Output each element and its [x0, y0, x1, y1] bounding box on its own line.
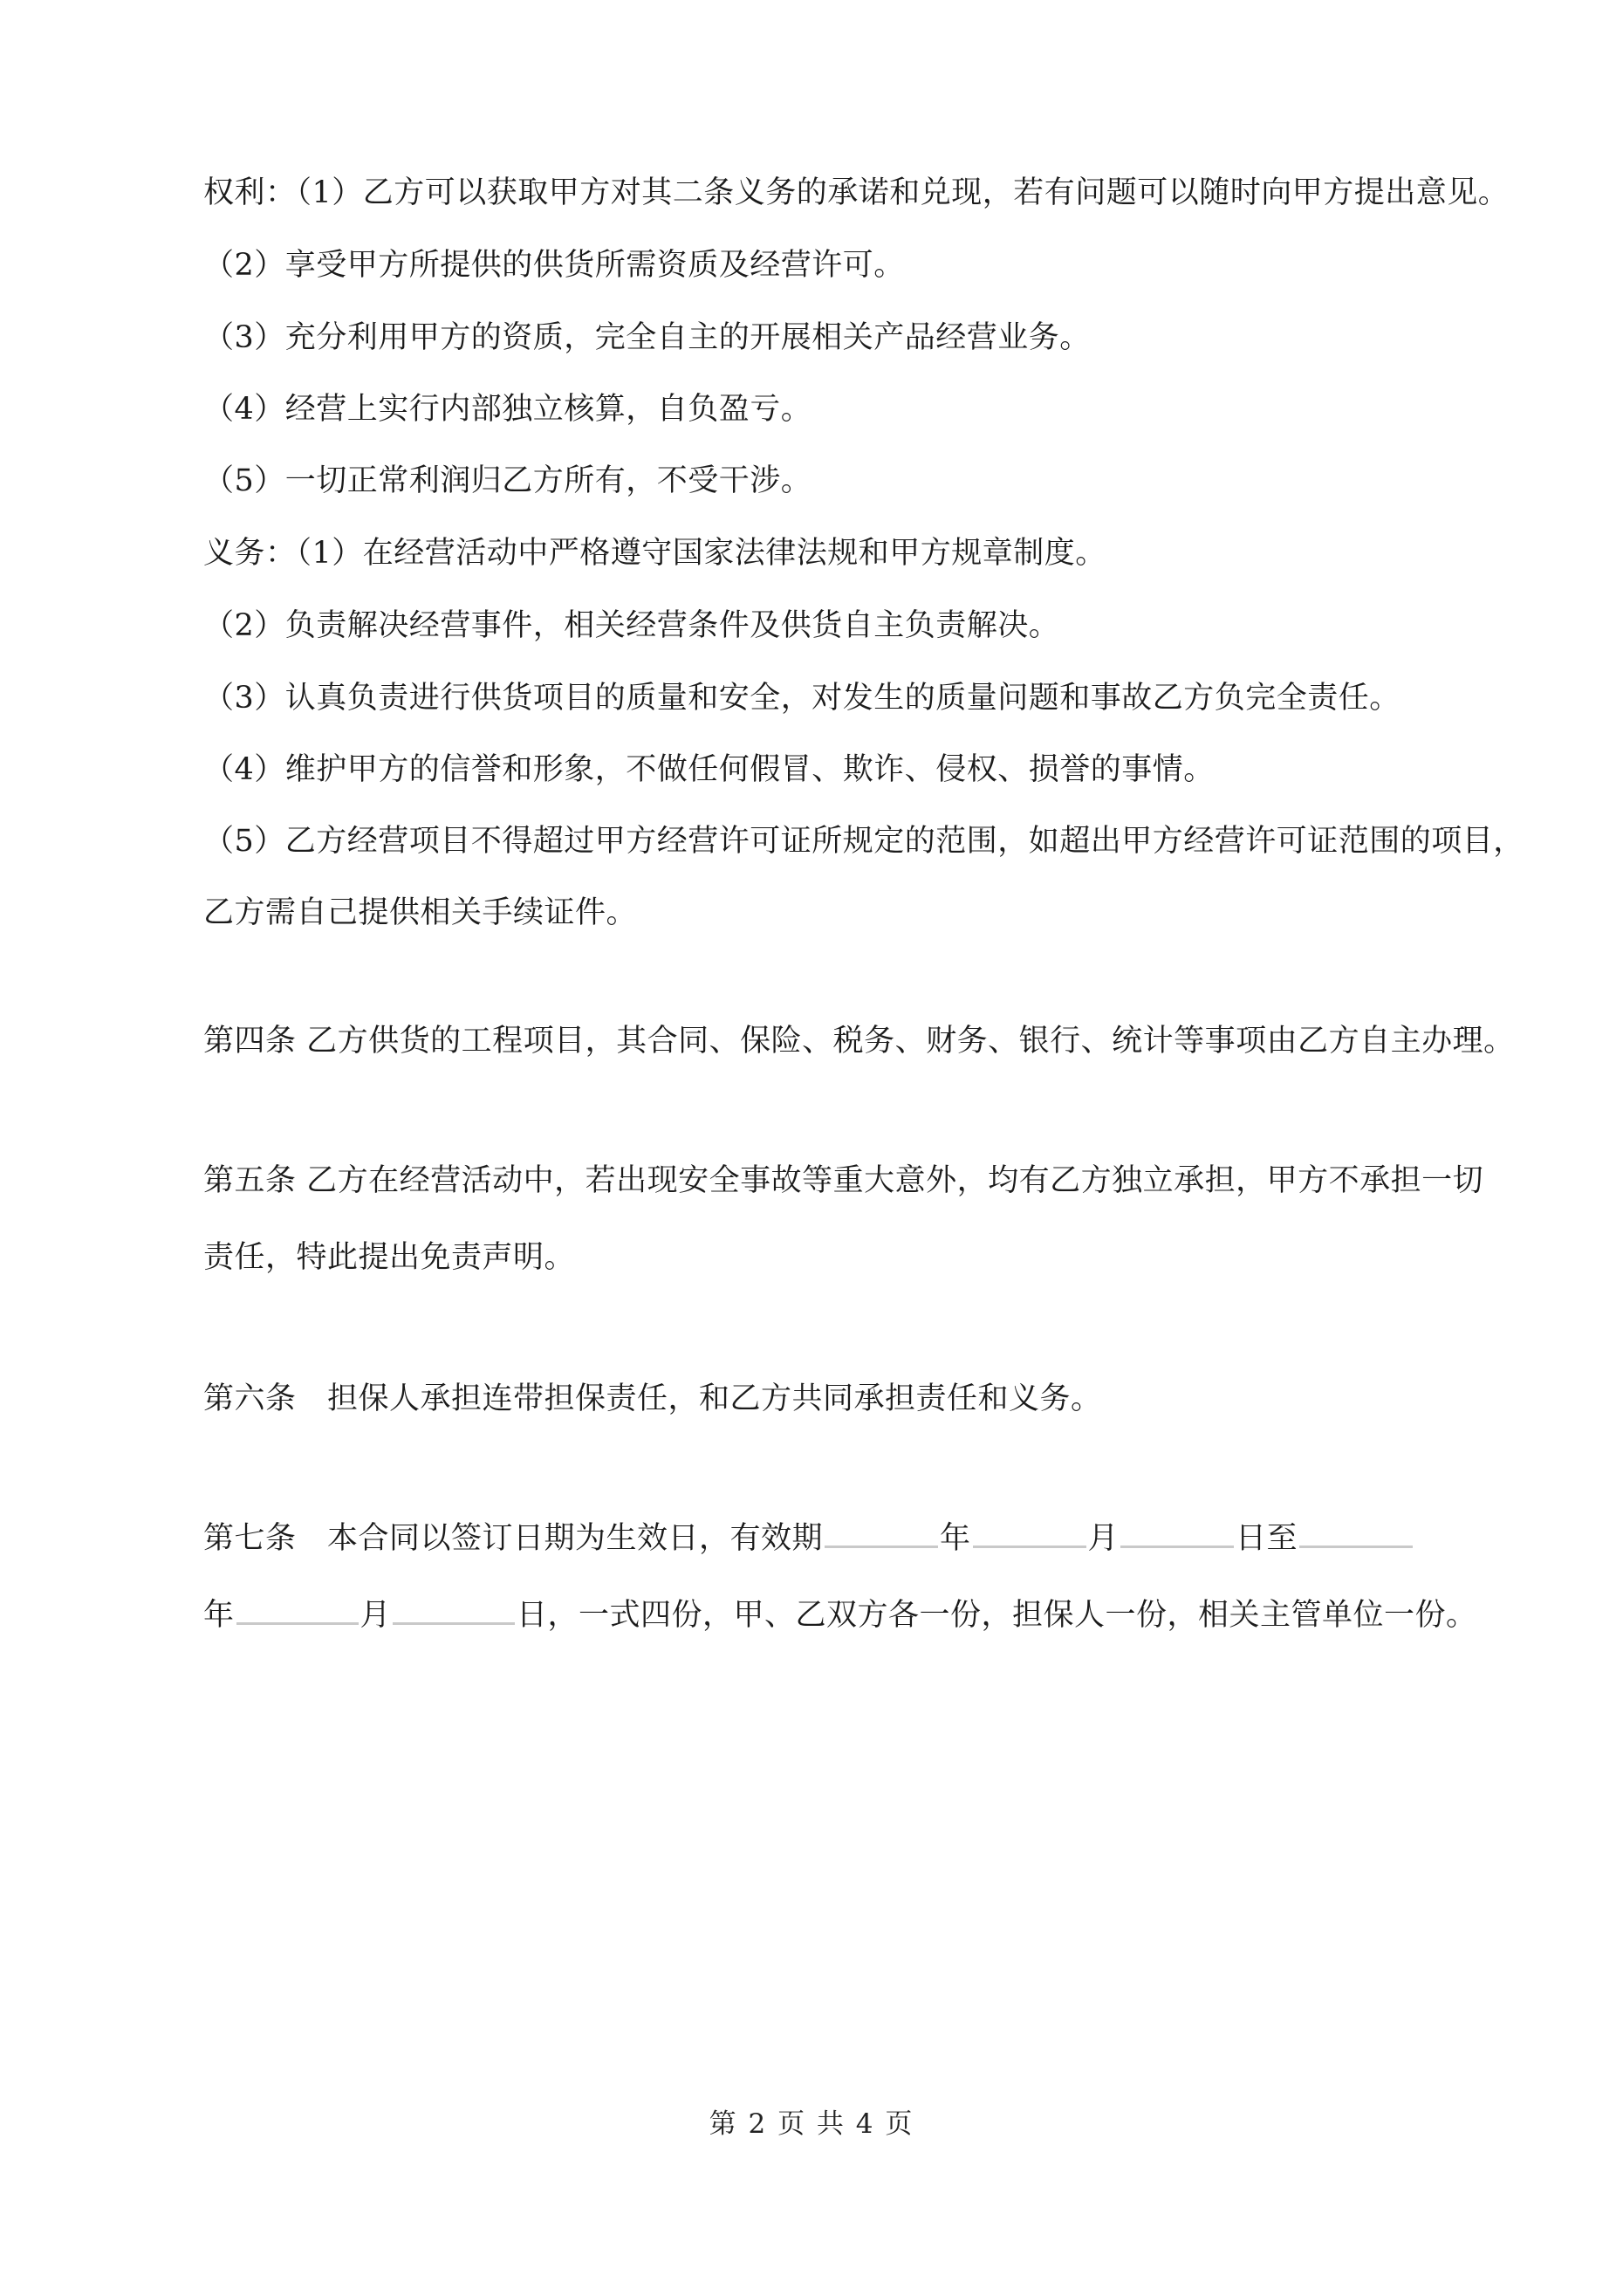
clause-7-line-1 — [203, 1512, 1442, 1559]
obligations-item-5: （5）乙方经营项目不得超过甲方经营许可证所规定的范围，如超出甲方经营许可证范围的项目， — [203, 824, 1524, 859]
obligations-item-4: （4）维护甲方的信誉和形象，不做任何假冒、欺诈、侵权、损誉的事情。 — [203, 752, 1215, 787]
page-number-footer: 第 2 页 共 4 页 — [709, 2108, 914, 2140]
rights-item-3: （3）充分利用甲方的资质，完全自主的开展相关产品经营业务。 — [203, 320, 1091, 355]
blank-field-end-day — [393, 1589, 515, 1625]
end-month-label: 月 — [360, 1598, 392, 1633]
blank-field-start-month — [973, 1512, 1086, 1548]
rights-item-5: （5）一切正常利润归乙方所有，不受干涉。 — [203, 463, 812, 498]
clause-5-line-1: 第五条 乙方在经营活动中，若出现安全事故等重大意外，均有乙方独立承担，甲方不承担一切 — [203, 1163, 1484, 1198]
obligations-item-5-cont: 乙方需自己提供相关手续证件。 — [203, 895, 638, 930]
year-label: 年 — [940, 1521, 971, 1556]
obligations-item-3: （3）认真负责进行供货项目的质量和安全，对发生的质量问题和事故乙方负完全责任。 — [203, 681, 1400, 716]
obligations-item-2: （2）负责解决经营事件，相关经营条件及供货自主负责解决。 — [203, 608, 1060, 643]
clause-6-line: 第六条 担保人承担连带担保责任，和乙方共同承担责任和义务。 — [203, 1381, 1102, 1416]
clause-7-text-copies: 日，一式四份，甲、乙双方各一份，担保人一份，相关主管单位一份。 — [517, 1598, 1477, 1633]
rights-item-4: （4）经营上实行内部独立核算，自负盈亏。 — [203, 392, 812, 427]
obligations-intro-line: 义务：（1）在经营活动中严格遵守国家法律法规和甲方规章制度。 — [203, 536, 1106, 571]
blank-field-start-year — [825, 1512, 938, 1548]
end-year-label: 年 — [203, 1598, 235, 1633]
rights-intro-line: 权利：（1）乙方可以获取甲方对其二条义务的承诺和兑现，若有问题可以随时向甲方提出意见。 — [203, 175, 1510, 210]
clause-4-line: 第四条 乙方供货的工程项目，其合同、保险、税务、财务、银行、统计等事项由乙方自主办理。 — [203, 1024, 1515, 1059]
month-label: 月 — [1087, 1521, 1120, 1556]
rights-item-2: （2）享受甲方所提供的供货所需资质及经营许可。 — [203, 248, 905, 283]
clause-7-text-effective-date: 第七条 本合同以签订日期为生效日，有效期 — [203, 1521, 824, 1556]
blank-field-end-month — [236, 1589, 359, 1625]
clause-5-line-2: 责任，特此提出免责声明。 — [203, 1240, 576, 1275]
day-to-label: 日至 — [1236, 1521, 1298, 1556]
blank-field-end-year — [1299, 1512, 1413, 1548]
clause-7-line-2 — [203, 1589, 1477, 1635]
blank-field-start-day — [1120, 1512, 1234, 1548]
